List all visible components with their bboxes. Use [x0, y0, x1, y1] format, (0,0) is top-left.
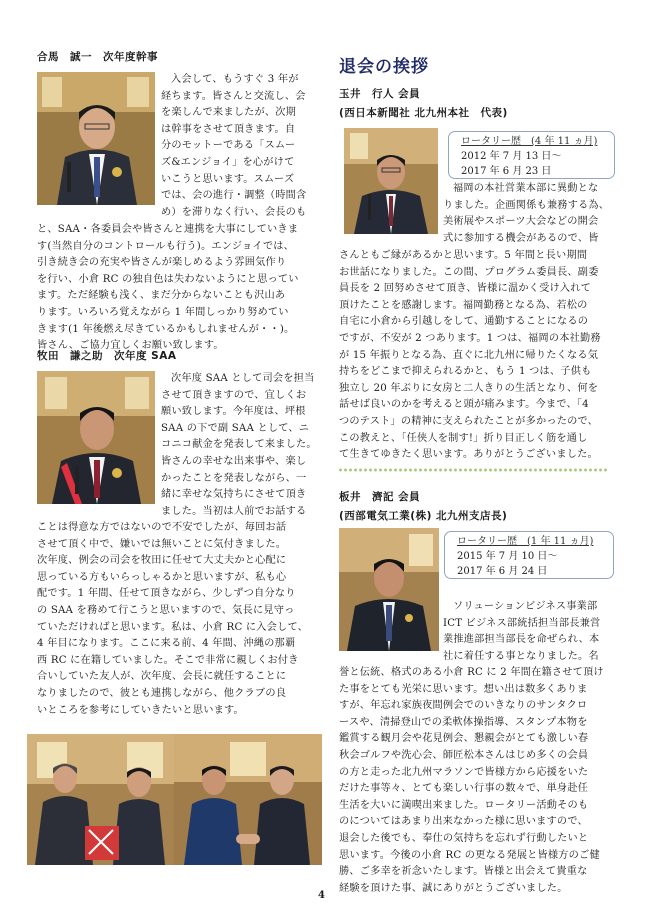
makita-text-right — [161, 371, 321, 520]
tamai-history-label: ロータリー歴 (4 年 11 ヵ月) — [461, 136, 598, 147]
text-line: 社に着任する事となりました。名 — [443, 650, 599, 662]
text-line: 式に参加する機会があるので、皆 — [443, 232, 599, 244]
text-line: 自宅に小倉から引越しをして、通勤することになるの — [339, 316, 589, 328]
text-line: ースや、清掃登山での柔軟体操指導、スタンプ本物を — [339, 716, 588, 728]
text-line: きます(1 年後燃え尽きているかもしれませんが・・)。 — [37, 323, 295, 335]
text-line: を楽しんで来ましたが、次期 — [161, 107, 297, 119]
text-line: ました。当初は人前でお話する — [161, 505, 307, 517]
text-line: 分のモットーである「スムー — [161, 140, 296, 152]
text-line: さんともご縁があるかと思います。5 年間と長い期間 — [339, 250, 588, 261]
text-line: 皆さんの幸せな出来事や、楽し — [161, 455, 307, 467]
text-line: め）を滞りなく行い、会長のも — [161, 206, 307, 218]
text-line: 退会した後でも、奉仕の気持ちを忘れず行動したいと — [339, 832, 589, 844]
text-line: 福岡の本社営業本部に異動とな — [453, 183, 599, 194]
itai-history-label: ロータリー歴 (1 年 11 ヵ月) — [457, 536, 594, 547]
tamai-history-from: 2012 年 7 月 13 日～ — [461, 151, 562, 162]
tamai-history-box — [448, 131, 615, 179]
tamai-affiliation: (西日本新聞社 北九州本社 代表) — [339, 107, 508, 119]
text-line: が 15 年振りとなる為、直ぐに北九州に帰りたくなる気 — [339, 349, 599, 361]
text-line: は幹事をさせて頂きます。自 — [161, 123, 296, 135]
text-line: SAA の下で副 SAA として、ニ — [161, 422, 310, 434]
text-line: 話せば良いのかを考えると頭が痛みます。今まで、「4 — [339, 399, 589, 411]
text-line: を行い、小倉 RC の独自色は失わないようにと思ってい — [37, 273, 299, 285]
text-line: つのテスト」の精神に支えられたことが多かったので、 — [339, 415, 599, 427]
itai-history-box — [444, 531, 614, 579]
text-line: 緒に幸せな気持ちにさせて頂き — [161, 489, 307, 501]
heading-goma: 合馬 誠一 次年度幹事 — [37, 51, 158, 63]
text-line: 独立し 20 年ぶりに女房と二人きりの生活となり、何を — [339, 382, 599, 394]
text-line: ICT ビジネス部統括担当部長兼営 — [443, 617, 601, 629]
page-number: 4 — [318, 890, 325, 901]
itai-history-from: 2015 年 7 月 10 日～ — [457, 551, 558, 562]
page-title: 退会の挨拶 — [339, 57, 429, 77]
text-line: のについてはあまり出来なかった様に思いますので、 — [339, 816, 588, 828]
text-line: ます。ただ経験も浅く、まだ分からないことも沢山あ — [37, 290, 286, 302]
text-line: 次年度 SAA として司会を担当 — [171, 373, 315, 384]
text-line: す(当然自分のコントロールも行う)。エンジョイでは、 — [37, 240, 294, 252]
photo-gift-handover — [27, 734, 175, 865]
tamai-name: 玉井 行人 会員 — [339, 88, 421, 100]
text-line: かったことを発表しながら、一 — [161, 472, 307, 484]
text-line: 思っている方もいらっしゃるかと思いますが、私も心 — [37, 571, 287, 583]
text-line: 頂けたことを感謝します。福岡勤務となる為、若松の — [339, 299, 588, 311]
text-line: の方と走った北九州マラソンで皆様方から応援をいた — [339, 766, 589, 778]
text-line: 業推進部担当部長を命ぜられ、本 — [443, 634, 600, 646]
text-line: 持ちをどこまで抑えられるかと、もう 1 つは、子供も — [339, 366, 592, 378]
goma-text-full — [37, 222, 321, 355]
text-line: た事をとても光栄に思います。想い出は数多くありま — [339, 683, 588, 695]
text-line: 次年度、例会の司会を牧田に任せて大丈夫かと心配に — [37, 555, 287, 567]
photo-handshake — [174, 734, 322, 865]
text-line: いところを参考にしていきたいと思います。 — [37, 704, 244, 716]
text-line: 思います。今後の小倉 RC の更なる発展と皆様方のご健 — [339, 849, 600, 861]
itai-text-full — [339, 665, 615, 897]
text-line: 生活を大いに満喫出来ました。ロータリー活動そのも — [339, 799, 589, 811]
text-line: なりましたので、彼とも連携しながら、他クラブの良 — [37, 687, 287, 699]
text-line: 誉と伝統、格式のある小倉 RC に 2 年間在籍させて頂け — [339, 667, 604, 678]
photo-goma — [37, 72, 155, 205]
section-divider — [338, 468, 608, 472]
text-line: ですが、不安が 2 つあります。1 つは、福岡の本社勤務 — [339, 332, 601, 344]
text-line: いこうと思います。スムーズ — [161, 173, 295, 185]
text-line: ていただければと思います。私は、小倉 RC に入会して、 — [37, 621, 309, 633]
tamai-text-full — [339, 248, 615, 464]
text-line: と、SAA・各委員会や皆さんと連携を大事にしていきま — [37, 224, 299, 235]
text-line: 秋会ゴルフや洗心会、師匠松本さんはじめ多くの会員 — [339, 749, 589, 761]
itai-text-right — [443, 599, 615, 665]
text-line: 願い致します。今年度は、坪根 — [161, 406, 306, 418]
text-line: 入会して、もうすぐ 3 年が — [171, 74, 299, 85]
text-line: 配です。1 年間、任せて頂きながら、少しずつ自分なり — [37, 588, 296, 600]
text-line: ります。いろいろ覚えながら 1 年間しっかり努めてい — [37, 306, 289, 318]
heading-makita: 牧田 謙之助 次年度 SAA — [37, 350, 177, 362]
text-line: 4 年目になります。ここに来る前、4 年間、沖縄の那覇 — [37, 638, 296, 650]
text-line: 皆さん、ご協力宜しくお願い致します。 — [37, 340, 224, 352]
text-line: させて頂く中で、嫌いでは無いことに気付きました。 — [37, 538, 287, 550]
text-line: 美術展やスポーツ大会などの開会 — [443, 216, 599, 228]
text-line: の SAA を務めて行こうと思いますので、気長に見守っ — [37, 604, 295, 616]
tamai-history-to: 2017 年 6 月 23 日 — [461, 166, 552, 177]
text-line: 合いしていた友人が、次年度、会長に就任することに — [37, 671, 287, 683]
itai-history-to: 2017 年 6 月 24 日 — [457, 566, 548, 577]
tamai-text-right — [443, 181, 615, 247]
text-line: ソリューションビジネス事業部 — [453, 601, 598, 612]
text-line: ズ&エンジョイ」を心がけて — [161, 156, 295, 168]
text-line: 西 RC に在籍していました。そこで非常に親しくお付き — [37, 654, 299, 666]
itai-affiliation: (西部電気工業(株) 北九州支店長) — [339, 510, 508, 522]
makita-text-full — [37, 520, 321, 719]
text-line: ことは得意な方ではないので不安でしたが、毎回お話 — [37, 522, 287, 533]
text-line: 鑑賞する観月会や花見例会、懇親会がとても激しい春 — [339, 733, 589, 745]
text-line: りました。企画関係も兼務する為、 — [443, 199, 610, 211]
text-line: 経験を頂けた事、誠にありがとうございました。 — [339, 882, 568, 894]
text-line: コニコ献金を発表して来ました。 — [161, 439, 317, 451]
photo-itai — [339, 528, 439, 651]
text-line: 員長を 2 回努めさせて頂き、皆様に温かく受け入れて — [339, 283, 592, 295]
text-line: この教えと、「任侠人を制す!」折り目正しく筋を通し — [339, 432, 588, 444]
text-line: では、会の進行・調整（時間含 — [161, 190, 307, 202]
text-line: 経ちます。皆さんと交流し、会 — [161, 90, 306, 102]
itai-name: 板井 濟記 会員 — [339, 491, 421, 503]
text-line: させて頂きますので、宜しくお — [161, 389, 307, 401]
text-line: だけた事等々、とても楽しい行事の数々で、単身赴任 — [339, 783, 589, 795]
text-line: 引き続き会の充実や皆さんが楽しめるよう雰囲気作り — [37, 257, 287, 269]
text-line: 勝、ご多幸を祈念いたします。皆様と出会えて貴重な — [339, 866, 588, 878]
photo-tamai — [344, 128, 438, 234]
goma-text-right — [161, 72, 321, 221]
text-line: お世話になりました。この間、プログラム委員長、副委 — [339, 266, 599, 278]
text-line: て生きてゆきたく思います。ありがとうございました。 — [339, 449, 598, 461]
photo-makita — [37, 371, 155, 504]
text-line: すが、年忘れ家族夜間例会でのいきなりのサンタクロ — [339, 700, 588, 712]
